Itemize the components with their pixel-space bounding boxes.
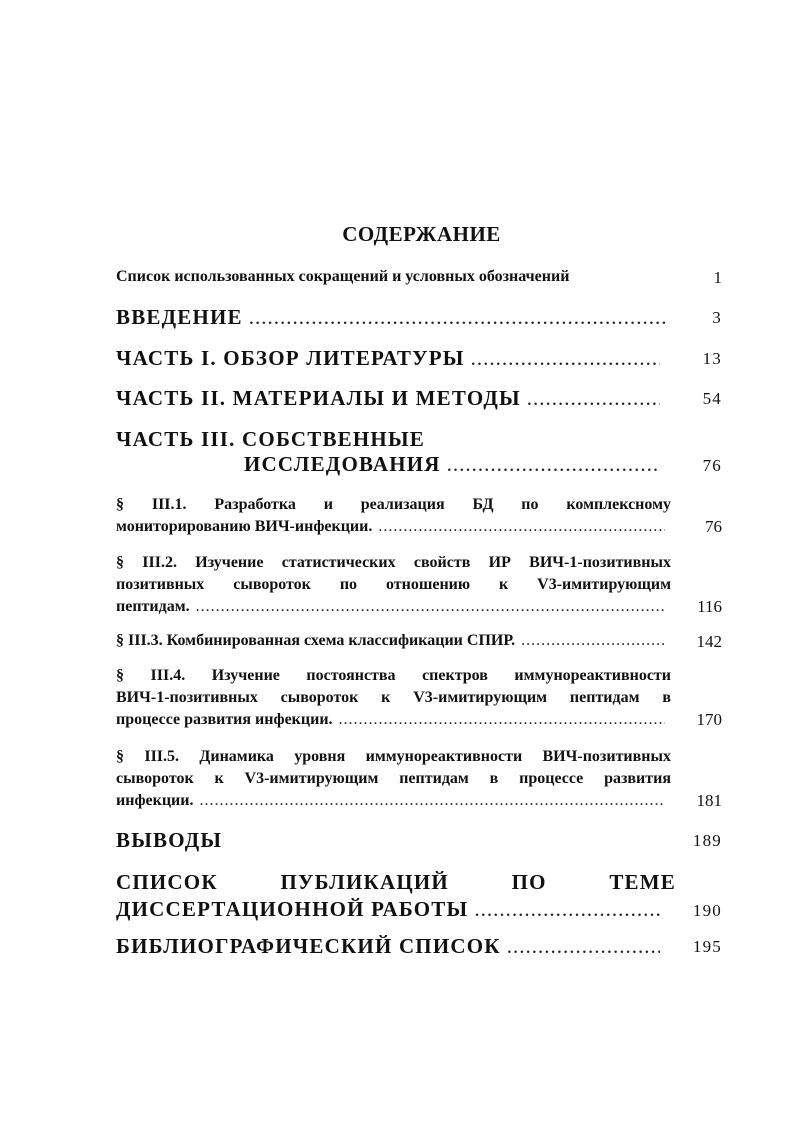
toc-entry-text-line: ЧАСТЬ III. СОБСТВЕННЫЕ	[116, 427, 425, 451]
toc-page-number: 13	[702, 349, 722, 368]
leader-dots	[339, 709, 665, 731]
toc-page-number: 189	[692, 831, 722, 850]
toc-entry-conclusions	[116, 828, 722, 853]
toc-page-number: 190	[692, 901, 722, 920]
toc-page-number: 1	[713, 268, 722, 287]
toc-entry-text: ЧАСТЬ II. МАТЕРИАЛЫ И МЕТОДЫ	[116, 386, 521, 410]
toc-entry-text-line: ИССЛЕДОВАНИЯ	[244, 452, 441, 476]
toc-page-number: 54	[702, 389, 722, 408]
leader-dots	[199, 790, 665, 812]
leader-dots	[474, 896, 660, 923]
toc-entry-part-3	[116, 427, 722, 477]
toc-entry-text-line: § III.5. Динамика уровня иммунореактивности ВИЧ-позитивных	[116, 748, 671, 765]
toc-entry-text: БИБЛИОГРАФИЧЕСКИЙ СПИСОК	[116, 934, 501, 958]
toc-entry-text: ВЫВОДЫ	[116, 828, 223, 852]
toc-page-number: 181	[696, 791, 722, 810]
leader-dots	[507, 934, 660, 959]
leader-dots	[527, 386, 660, 411]
toc-entry-text-line: § III.4. Изучение постоянства спектров иммунореактивности	[116, 667, 671, 684]
toc-entry-text: Список использованных сокращений и условных обозначений	[116, 268, 570, 285]
toc-page-number: 170	[696, 710, 722, 729]
toc-page-number: 195	[692, 937, 722, 956]
toc-entry-text: ЧАСТЬ I. ОБЗОР ЛИТЕРАТУРЫ	[116, 346, 465, 370]
toc-entry-text-line: сывороток к V3-имитирующим пептидам в процессе развития	[116, 770, 671, 787]
leader-dots	[447, 452, 660, 477]
toc-entry-text: ВВЕДЕНИЕ	[116, 305, 243, 329]
toc-entry-section-3-1	[116, 494, 722, 538]
toc-entry-text-line: инфекции.	[116, 792, 194, 809]
toc-entry-publications	[116, 869, 722, 923]
toc-entry-introduction	[116, 305, 722, 330]
toc-entry-section-3-3	[116, 632, 722, 650]
toc-entry-part-2	[116, 386, 722, 411]
toc-page-number: 3	[712, 308, 722, 327]
toc-entry-section-3-2	[116, 552, 722, 618]
toc-entry-text-line: СПИСОК ПУБЛИКАЦИЙ ПО ТЕМЕ	[116, 870, 676, 894]
toc-entry-section-3-4	[116, 665, 722, 731]
toc-page-number: 116	[697, 597, 722, 616]
toc-entry-text-line: § III.1. Разработка и реализация БД по комплексному	[116, 496, 671, 513]
page-title: СОДЕРЖАНИЕ	[342, 222, 501, 246]
toc-entry-text-line: ВИЧ-1-позитивных сывороток к V3-имитирующим пептидам в	[116, 689, 671, 706]
leader-dots	[249, 305, 665, 330]
toc-entry-section-3-5	[116, 746, 722, 812]
leader-dots	[378, 516, 665, 538]
leader-dots	[521, 632, 665, 650]
toc-entry-text-line: пептидам.	[116, 598, 190, 615]
toc-entry-part-1	[116, 346, 722, 371]
toc-entry-bibliography	[116, 934, 722, 959]
toc-entry-text-line: мониторированию ВИЧ-инфекции.	[116, 518, 373, 535]
toc-page-number: 76	[705, 517, 722, 536]
toc-entry-abbreviations	[116, 268, 722, 286]
toc-page-number: 142	[696, 632, 722, 651]
toc-entry-text-line: позитивных сывороток по отношению к V3-имитирующим	[116, 576, 671, 593]
leader-dots	[471, 346, 660, 371]
toc-entry-text: § III.3. Комбинированная схема классификации СПИР.	[116, 632, 516, 649]
toc-entry-text-line: ДИССЕРТАЦИОННОЙ РАБОТЫ	[116, 897, 469, 921]
leader-dots	[196, 596, 665, 618]
toc-entry-text-line: § III.2. Изучение статистических свойств ИР ВИЧ-1-позитивных	[116, 554, 671, 571]
toc-entry-text-line: процессе развития инфекции.	[116, 711, 333, 728]
toc-page-number: 76	[702, 456, 722, 475]
